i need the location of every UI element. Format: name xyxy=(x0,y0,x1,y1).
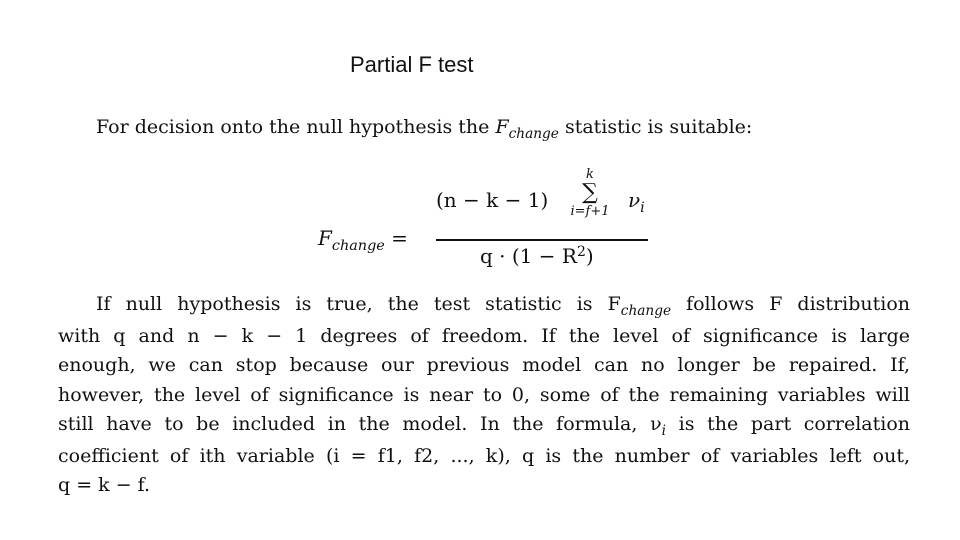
sum-symbol: ∑ xyxy=(582,180,598,205)
sum-upper-limit: k xyxy=(586,167,594,182)
intro-f-subscript: change xyxy=(508,125,559,142)
line-1-subscript: change xyxy=(620,302,672,319)
formula-lhs xyxy=(318,226,408,255)
denominator-right: ) xyxy=(585,244,594,268)
formula-equals: = xyxy=(384,226,408,250)
summation xyxy=(560,168,620,220)
intro-text-before: For decision onto the null hypothesis the xyxy=(96,116,496,138)
fraction-bar xyxy=(436,239,648,241)
summand-subscript: i xyxy=(640,200,645,217)
paragraph-line-4: however, the level of significance is near to 0, some of the remaining variables will xyxy=(58,383,910,406)
intro-f-symbol: F xyxy=(495,116,509,138)
paragraph-line-1 xyxy=(58,290,910,322)
line-1-text: If null hypothesis is true, the test statistic is F xyxy=(96,293,621,315)
paragraph-line-5 xyxy=(58,410,910,442)
intro-sentence xyxy=(96,116,753,142)
summand-nu: ν xyxy=(628,188,641,212)
slide-title: Partial F test xyxy=(350,52,474,77)
paragraph-line-6: coefficient of ith variable (i = f1, f2, ..., k), q is the number of variables left out, xyxy=(58,444,910,467)
formula-denominator xyxy=(480,244,594,268)
line-5-tail: is the part correlation xyxy=(666,413,911,435)
line-1-tail: follows F distribution xyxy=(671,293,910,315)
paragraph-line-7: q = k − f. xyxy=(58,474,151,496)
intro-text-after: statistic is suitable: xyxy=(558,116,753,138)
sum-lower-limit: i=f+1 xyxy=(570,204,610,219)
denominator-exponent: 2 xyxy=(576,244,586,260)
paragraph-line-2: with q and n − k − 1 degrees of freedom. If the level of significance is large xyxy=(58,324,910,347)
explanation-paragraph xyxy=(58,290,910,501)
denominator-left: q · (1 − R xyxy=(480,244,577,268)
formula-lhs-subscript: change xyxy=(331,238,385,255)
numerator-factor: (n − k − 1) xyxy=(436,188,549,212)
formula-numerator xyxy=(436,168,648,238)
paragraph-line-3: enough, we can stop because our previous model can no longer be repaired. If, xyxy=(58,354,910,376)
summand xyxy=(628,188,645,217)
line-5-subscript: i xyxy=(661,422,666,439)
line-5-text: still have to be included in the model. In the formula, ν xyxy=(58,413,662,435)
formula-lhs-f: F xyxy=(318,226,332,250)
f-change-formula xyxy=(318,168,658,273)
